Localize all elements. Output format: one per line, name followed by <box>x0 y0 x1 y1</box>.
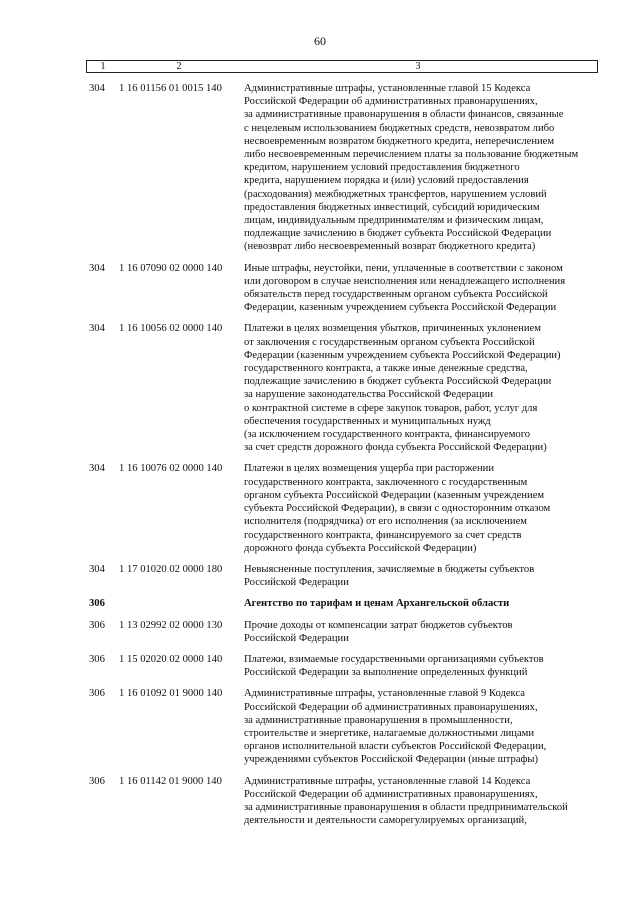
table-row <box>86 462 606 554</box>
description-line: Российской Федерации об административных правонарушениях, <box>244 701 538 713</box>
description-line: Федерации, казенным учреждением субъекта Российской Федерации <box>244 302 557 314</box>
revenue-code-cell: 1 16 01156 01 0015 140 <box>119 83 222 94</box>
description-line: государственного контракта, заключенного с государственным <box>244 476 528 488</box>
page-number: 60 <box>314 34 326 48</box>
table-row <box>86 322 606 454</box>
column-header-2: 2 <box>176 61 182 72</box>
description-line: обязательств перед государственным органом субъекта Российской <box>244 289 548 301</box>
description-cell <box>244 775 606 828</box>
description-line: за административные правонарушения в области финансов, связанные <box>244 109 564 121</box>
description-line: либо несвоевременным перечислением платы за пользование бюджетным <box>244 149 579 161</box>
description-line: Административные штрафы, установленные главой 9 Кодекса <box>244 688 525 700</box>
description-line: Федерации (казенным учреждением субъекта Российской Федерации) <box>244 349 561 361</box>
description-line: кредита, нарушением порядка и (или) условий предоставления <box>244 175 529 187</box>
description-line: лицам, индивидуальным предпринимателям и физическим лицам, <box>244 215 544 227</box>
revenue-code-cell: 1 16 01092 01 9000 140 <box>119 688 223 700</box>
description-line: государственного контракта, а также иные денежные средства, <box>244 363 528 375</box>
description-line: за административные правонарушения в области предпринимательской <box>244 801 568 813</box>
description-line: от заключения с государственным органом субъекта Российской <box>244 336 535 348</box>
revenue-code-cell: 1 16 10056 02 0000 140 <box>119 323 223 335</box>
table-row <box>86 563 606 589</box>
table-row <box>86 687 606 766</box>
description-line: деятельности и деятельности саморегулируемых организаций, <box>244 815 527 827</box>
revenue-code-cell: 1 16 01142 01 9000 140 <box>119 775 222 787</box>
description-line: (невозврат либо несвоевременный возврат бюджетного кредита) <box>244 241 536 253</box>
description-line: кредитом, нарушением условий предоставления бюджетного <box>244 162 520 174</box>
description-line: органов исполнительной власти субъектов Российской Федерации, <box>244 741 547 753</box>
description-cell <box>244 462 606 554</box>
table-body <box>86 82 606 835</box>
revenue-code-cell: 1 15 02020 02 0000 140 <box>119 653 223 665</box>
description-cell <box>244 82 606 254</box>
admin-code-cell: 304 <box>89 563 105 575</box>
description-line: исполнителя (подрядчика) от его исполнения (за исключением <box>244 516 527 528</box>
description-line: (расходования) межбюджетных трансфертов, нарушением условий <box>244 188 547 200</box>
description-cell <box>244 597 606 610</box>
agency-heading-row <box>86 597 606 610</box>
description-line: (за исключением государственного контракта, финансируемого <box>244 429 531 441</box>
description-cell <box>244 563 606 589</box>
description-line: несвоевременным возвратом бюджетного кредита, неперечислением <box>244 135 555 147</box>
revenue-code-cell: 1 17 01020 02 0000 180 <box>119 563 223 575</box>
description-line: Иные штрафы, неустойки, пени, уплаченные в соответствии с законом <box>244 262 563 274</box>
description-line: с нецелевым использованием бюджетных средств, невозвратом либо <box>244 122 555 134</box>
description-line: государственного контракта, финансируемого за счет средств <box>244 529 522 541</box>
description-line: Административные штрафы, установленные главой 15 Кодекса <box>244 83 531 94</box>
description-cell <box>244 619 606 645</box>
description-line: или договором в случае неисполнения или ненадлежащего исполнения <box>244 275 566 287</box>
description-line: Российской Федерации за выполнение определенных функций <box>244 667 528 679</box>
admin-code-cell: 306 <box>89 775 105 787</box>
description-line: Российской Федерации <box>244 632 349 644</box>
description-line: Российской Федерации <box>244 577 349 589</box>
description-line: Административные штрафы, установленные главой 14 Кодекса <box>244 775 531 787</box>
description-line: обеспечения государственных и муниципальных нужд <box>244 415 491 427</box>
description-line: Российской Федерации об административных правонарушениях, <box>244 96 538 108</box>
description-line: Агентство по тарифам и ценам Архангельской области <box>244 598 510 610</box>
description-line: Невыясненные поступления, зачисляемые в бюджеты субъектов <box>244 563 535 575</box>
table-row <box>86 775 606 828</box>
table-row <box>86 262 606 315</box>
description-line: о контрактной системе в сфере закупок товаров, работ, услуг для <box>244 402 538 414</box>
description-line: за нарушение законодательства Российской Федерации <box>244 389 494 401</box>
description-cell <box>244 653 606 679</box>
description-cell <box>244 262 606 315</box>
description-cell <box>244 687 606 766</box>
admin-code-cell: 306 <box>89 653 105 665</box>
table-row <box>86 653 606 679</box>
description-line: учреждениями субъектов Российской Федерации (иные штрафы) <box>244 754 539 766</box>
revenue-code-cell: 1 16 07090 02 0000 140 <box>119 262 223 274</box>
table-row <box>86 82 606 254</box>
description-line: Российской Федерации об административных правонарушениях, <box>244 788 538 800</box>
description-line: дорожного фонда субъекта Российской Федерации) <box>244 542 477 554</box>
revenue-code-cell: 1 13 02992 02 0000 130 <box>119 619 223 631</box>
description-line: за счет средств дорожного фонда субъекта Российской Федерации) <box>244 442 547 454</box>
revenue-code-cell: 1 16 10076 02 0000 140 <box>119 463 223 475</box>
description-cell <box>244 322 606 454</box>
description-line: предоставления бюджетных инвестиций, субсидий юридическим <box>244 201 540 213</box>
admin-code-cell: 304 <box>89 463 105 475</box>
admin-code-cell: 304 <box>89 83 105 94</box>
description-line: за административные правонарушения в промышленности, <box>244 714 513 726</box>
admin-code-cell: 304 <box>89 323 105 335</box>
description-line: субъекта Российской Федерации), в связи с односторонним отказом <box>244 503 551 515</box>
admin-code-cell: 306 <box>89 598 105 610</box>
column-header-3: 3 <box>415 61 421 72</box>
table-header <box>86 60 598 73</box>
description-line: Платежи в целях возмещения убытков, причиненных уклонением <box>244 323 541 335</box>
description-line: строительстве и энергетике, налагаемые должностными лицами <box>244 727 535 739</box>
description-line: Платежи в целях возмещения ущерба при расторжении <box>244 463 494 475</box>
description-line: подлежащие зачислению в бюджет субъекта Российской Федерации <box>244 228 552 240</box>
admin-code-cell: 306 <box>89 619 105 631</box>
description-line: подлежащие зачислению в бюджет субъекта Российской Федерации <box>244 376 552 388</box>
admin-code-cell: 306 <box>89 688 105 700</box>
admin-code-cell: 304 <box>89 262 105 274</box>
description-line: органом субъекта Российской Федерации (казенным учреждением <box>244 489 545 501</box>
column-header-1: 1 <box>100 61 106 72</box>
table-row <box>86 619 606 645</box>
description-line: Платежи, взимаемые государственными организациями субъектов <box>244 653 544 665</box>
description-line: Прочие доходы от компенсации затрат бюджетов субъектов <box>244 619 513 631</box>
